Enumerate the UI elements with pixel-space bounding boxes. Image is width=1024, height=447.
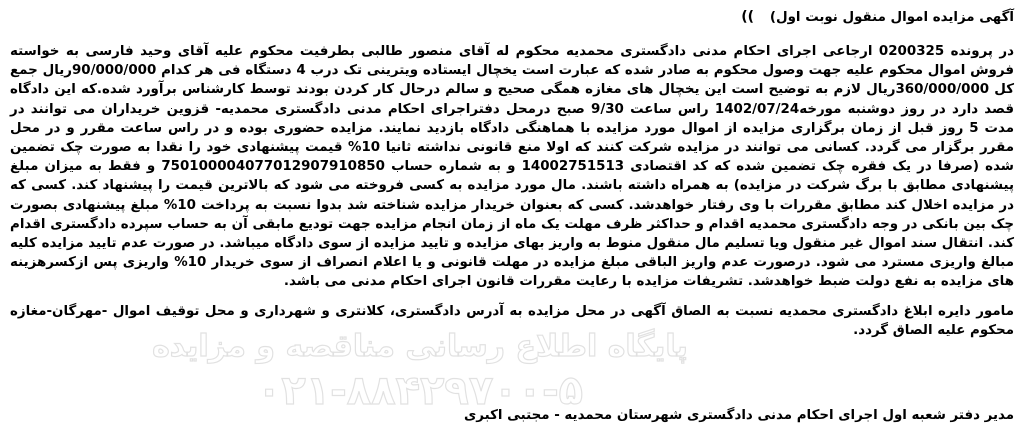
title-row xyxy=(10,2,1014,24)
officer-instruction: مامور دایره ابلاغ دادگستری محمدیه نسبت به الصاق آگهی در محل مزایده به آدرس دادگستری، کلانتری و شهرداری و محل توقیف اموال -مهرگان-مغازه محکوم علیه الصاق گردد. xyxy=(10,303,1014,338)
watermark-line-2: ۰۲۱-۸۸۴۲۹۷۰۰-۵ xyxy=(256,368,584,414)
auction-notice xyxy=(8,2,1016,445)
notice-title: آگهی مزایده اموال منقول نوبت اول) xyxy=(769,10,1014,25)
signature-line: مدیر دفتر شعبه اول اجرای احکام مدنی دادگستری شهرستان محمدیه - مجتبی اکبری xyxy=(464,408,1014,423)
title-mark: )) xyxy=(741,9,754,25)
notice-body: در پرونده 0200325 ارجاعی اجرای احکام مدنی دادگستری محمدیه محکوم له آقای منصور طالبی بطرفیت محکوم علیه آقای وحید فارسی به خواسته فروش اموال محکوم علیه جهت وصول محکوم به صادر شده که عبارت است یخچال ایستاده ویترینی تک درب 4 دستگاه فی هر کدام 90/000/000ریال جمع کل 360/000/000ریال لازم به توضیح است این یخچال های مغازه همگی صحیح و سالم درحال کار کردن بودند توسط کارشناس برآورد شده.که این دادگاه قصد دارد در روز دوشنبه مورخه1402/07/24 راس ساعت 9/30 صبح درمحل دفتراجرای احکام مدنی دادگستری محمدیه- قزوین خریداران می توانند در مدت 5 روز قبل از زمان برگزاری مزایده از اموال مورد مزایده با هماهنگی دادگاه بازدید نمایند. مزایده حضوری بوده و در راس ساعت مقرر و در محل مقرر برگزار می گردد. کسانی می توانند در مزایده شرکت کنند که اولا منع قانونی نداشته ثانیا 10% قیمت پیشنهادی خود را نقدا به صورت چک تضمین شده (صرفا در یک فقره چک تضمین شده که کد اقتصادی 14002751513 و به شماره حساب 7501000040770129079108​50 و فقط به میزان مبلغ پیشنهادی مطابق با برگ شرکت در مزایده) به همراه داشته باشند. مال مورد مزایده به کسی فروخته می شود که بالاترین قیمت را پیشنهاد کند. کسی که در مزایده اخلال کند مطابق مقررات با وی رفتار خواهدشد. کسی که بعنوان خریدار مزایده شناخته شد بدوا نسبت به پرداخت 10% مبلغ پیشنهادی بصورت چک بین بانکی در وجه دادگستری محمدیه اقدام و حداکثر ظرف مهلت یک ماه از زمان انجام مزایده جهت تودیع مابقی آن به حساب سپرده دادگستری اقدام کند. انتقال سند اموال غیر منقول ویا تسلیم مال منقول منوط به واریز بهای مزایده و تایید مزایده از سوی دادگاه میباشد. در صورت عدم تایید مزایده کلیه مبالغ واریزی مسترد می شود. درصورت عدم واریز الباقی مبلغ مزایده در مهلت قانونی و یا اعلام انصراف از سوی خریدار 10% واریزی پس ازکسرهزینه های مزایده به نفع دولت ضبط خواهدشد. تشریفات مزایده با رعایت مقررات قانون اجرای احکام مدنی می باشد. xyxy=(10,44,1015,290)
watermark-line-1: پایگاه اطلاع رسانی مناقصه و مزایده xyxy=(152,329,688,364)
